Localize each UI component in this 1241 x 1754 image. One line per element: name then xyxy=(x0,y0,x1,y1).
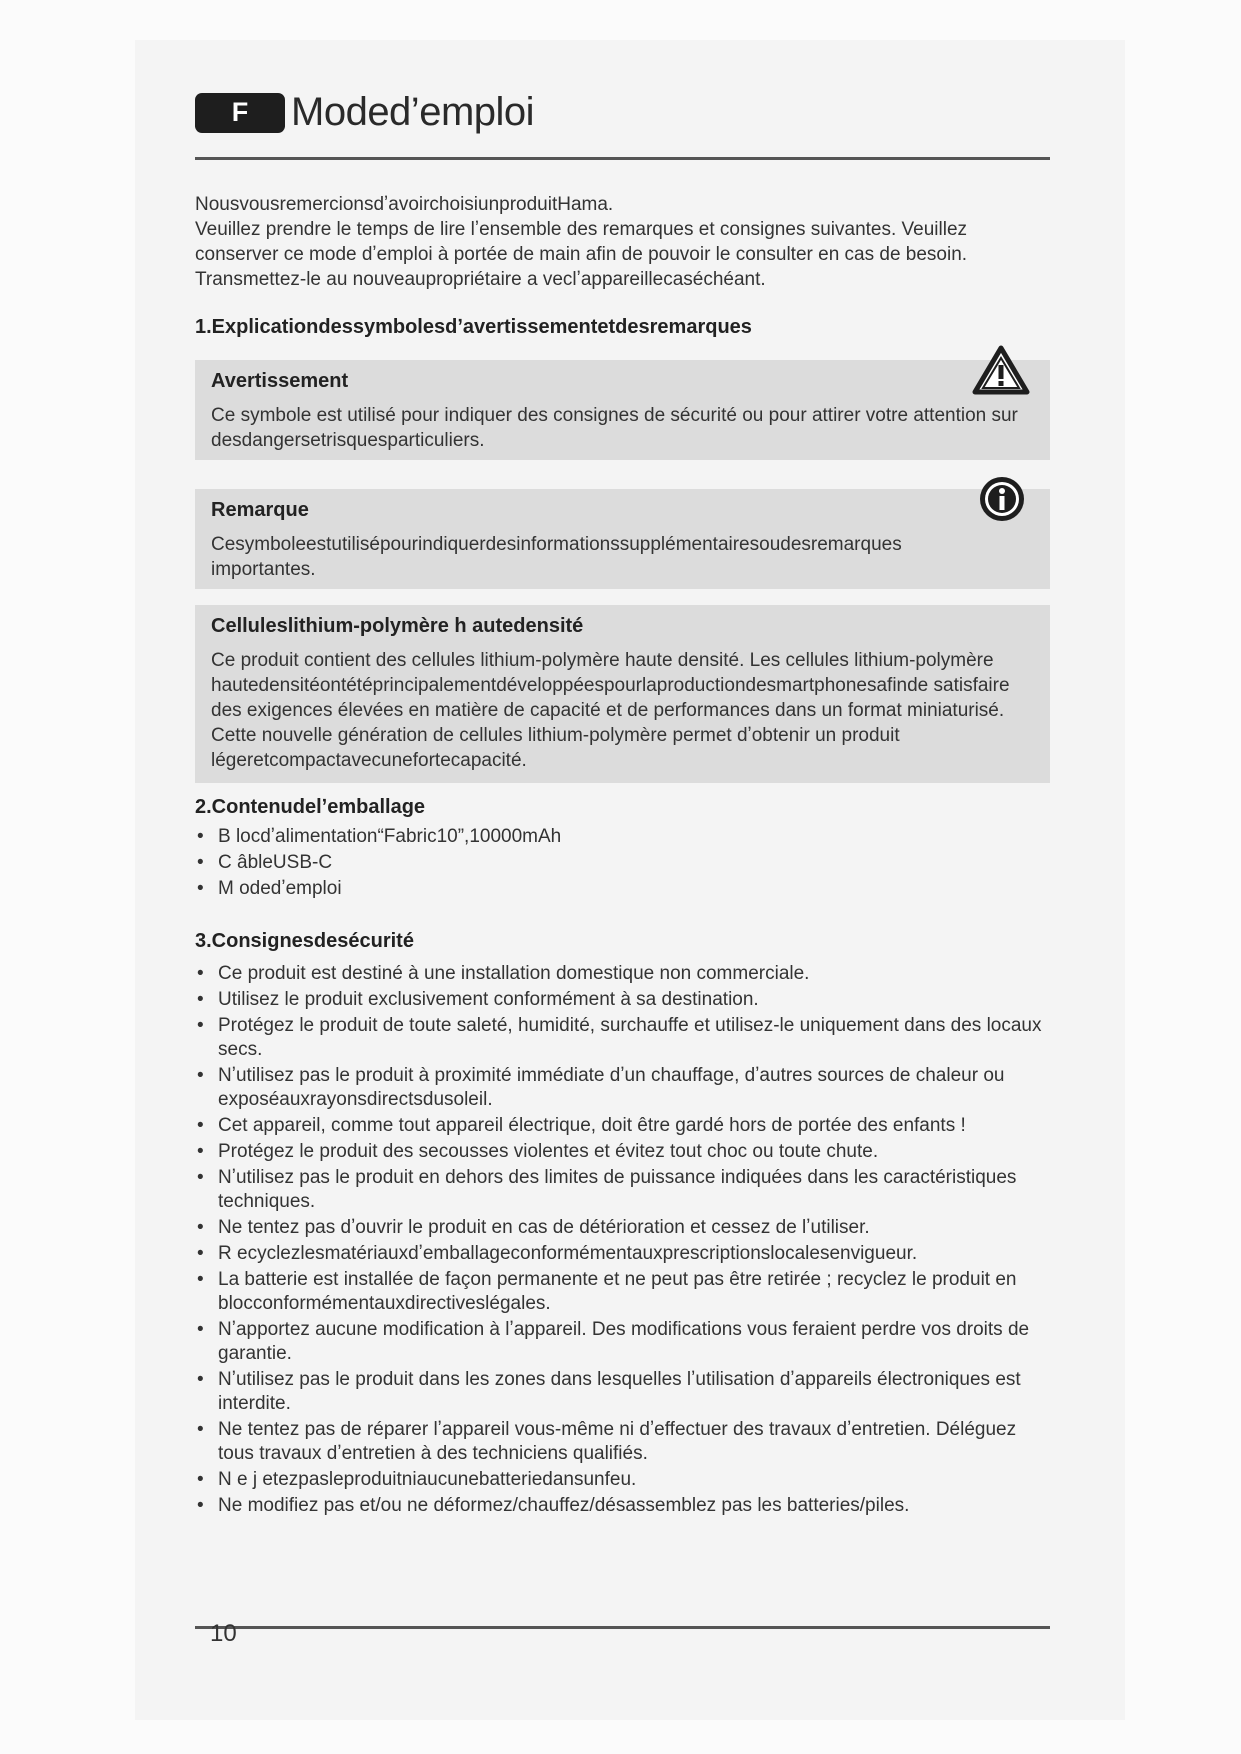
list-item-text: R ecyclezlesmatériauxdʼemballageconformémentauxprescriptionslocalesenvigueur. xyxy=(218,1243,918,1264)
bullet-marker: • xyxy=(197,1167,204,1188)
list-item-text: C âbleUSB-C xyxy=(218,852,333,873)
bullet-marker: • xyxy=(197,963,204,984)
bullet-marker: • xyxy=(197,1141,204,1162)
list-item xyxy=(195,1014,1055,1062)
list-item xyxy=(195,1368,1055,1416)
bullet-marker: • xyxy=(197,1243,204,1264)
list-item xyxy=(195,1418,1055,1466)
list-item xyxy=(195,1166,1055,1214)
header-rule xyxy=(195,157,1050,160)
list-item-text: Ce produit est destiné à une installation domestique non commerciale. xyxy=(218,963,810,984)
intro-line-2: Veuillez prendre le temps de lire lʼensemble des remarques et consignes suivantes. Veuillez conserver ce mode dʼemploi à portée de main afin de pouvoir le consulter en cas de besoin. Transmettez-le au nouveaupropriétaire a veclʼappareillecaséchéant. xyxy=(195,219,968,290)
list-item-text: Ne modifiez pas et/ou ne déformez/chauffez/désassemblez pas les batteries/piles. xyxy=(218,1495,910,1516)
info-icon xyxy=(978,475,1026,528)
note-title: Remarque xyxy=(211,499,309,521)
list-item-text: B locdʼalimentation“Fabric10”,10000mAh xyxy=(218,826,562,847)
warning-triangle-icon xyxy=(972,345,1030,400)
bullet-marker: • xyxy=(197,1115,204,1136)
list-item xyxy=(195,1064,1055,1112)
bullet-marker: • xyxy=(197,1419,204,1440)
list-item-text: Ne tentez pas dʼouvrir le produit en cas de détérioration et cessez de lʼutiliser. xyxy=(218,1217,870,1238)
list-item-text: Nʼutilisez pas le produit dans les zones dans lesquelles lʼutilisation dʼappareils électroniques est interdite. xyxy=(218,1369,1021,1414)
bullet-marker: • xyxy=(197,826,204,847)
list-item xyxy=(195,962,1055,986)
page-number: 10 xyxy=(210,1620,237,1647)
list-item xyxy=(195,825,1055,849)
warning-title: Avertissement xyxy=(211,370,349,392)
list-item xyxy=(195,1268,1055,1316)
list-item-text: Cet appareil, comme tout appareil électrique, doit être gardé hors de portée des enfants ! xyxy=(218,1115,966,1136)
cells-text: Ce produit contient des cellules lithium-polymère haute densité. Les cellules lithium-polymère hautedensitéontétéprincipalementdéveloppéespourlaproductiondesmartphonesafinde satisfaire des exigences élevées en matière de capacité et de performances dans un format miniaturisé. Cette nouvelle génération de cellules lithium-polymère permet dʼobtenir un produit légeretcompactavecunefortecapacité. xyxy=(211,650,1010,771)
list-item-text: Nʼutilisez pas le produit en dehors des limites de puissance indiquées dans les caractéristiques techniques. xyxy=(218,1167,1017,1212)
bullet-marker: • xyxy=(197,1495,204,1516)
list-item xyxy=(195,1114,1055,1138)
cells-notice xyxy=(195,605,1050,783)
section-3-heading: 3.Consignesdesécurité xyxy=(195,930,414,952)
list-item-text: Protégez le produit des secousses violentes et évitez tout choc ou toute chute. xyxy=(218,1141,879,1162)
bullet-marker: • xyxy=(197,1015,204,1036)
language-badge: F xyxy=(195,93,285,133)
list-item-text: N e j etezpasleproduitniaucunebatteriedansunfeu. xyxy=(218,1469,637,1490)
document-title: Moded’emploi xyxy=(291,90,535,134)
intro-line-1: NousvousremercionsdʼavoirchoisiunproduitHama. xyxy=(195,194,614,215)
list-item xyxy=(195,877,1055,901)
bullet-marker: • xyxy=(197,1217,204,1238)
package-contents-list xyxy=(195,825,1055,903)
list-item xyxy=(195,988,1055,1012)
list-item xyxy=(195,1318,1055,1366)
note-text: Cesymboleestutilisépourindiquerdesinformationssupplémentairesoudesremarques importantes. xyxy=(211,534,902,580)
section-2-heading: 2.Contenudelʼemballage xyxy=(195,796,426,818)
list-item xyxy=(195,1468,1055,1492)
bullet-marker: • xyxy=(197,1065,204,1086)
bullet-marker: • xyxy=(197,1369,204,1390)
warning-notice xyxy=(195,360,1050,460)
bullet-marker: • xyxy=(197,1469,204,1490)
safety-instructions-list xyxy=(195,962,1055,1520)
bullet-marker: • xyxy=(197,852,204,873)
list-item xyxy=(195,851,1055,875)
bullet-marker: • xyxy=(197,878,204,899)
list-item xyxy=(195,1140,1055,1164)
note-notice xyxy=(195,489,1050,589)
intro-text xyxy=(195,192,1055,292)
bullet-marker: • xyxy=(197,1269,204,1290)
section-1-heading: 1.Explicationdessymbolesdʼavertissementetdesremarques xyxy=(195,316,752,338)
list-item xyxy=(195,1216,1055,1240)
bullet-marker: • xyxy=(197,1319,204,1340)
list-item-text: La batterie est installée de façon permanente et ne peut pas être retirée ; recyclez le produit en blocconformémentauxdirectiveslégales. xyxy=(218,1269,1017,1314)
bullet-marker: • xyxy=(197,989,204,1010)
document-header xyxy=(195,90,534,135)
list-item xyxy=(195,1242,1055,1266)
list-item-text: Protégez le produit de toute saleté, humidité, surchauffe et utilisez-le uniquement dans des locaux secs. xyxy=(218,1015,1042,1060)
list-item-text: Nʼapportez aucune modification à lʼappareil. Des modifications vous feraient perdre vos droits de garantie. xyxy=(218,1319,1030,1364)
list-item-text: Utilisez le produit exclusivement conformément à sa destination. xyxy=(218,989,759,1010)
list-item-text: Nʼutilisez pas le produit à proximité immédiate dʼun chauffage, dʼautres sources de chaleur ou exposéauxrayonsdirectsdusoleil. xyxy=(218,1065,1005,1110)
list-item-text: M odedʼemploi xyxy=(218,878,342,899)
warning-text: Ce symbole est utilisé pour indiquer des consignes de sécurité ou pour attirer votre attention sur desdangersetrisquesparticuliers. xyxy=(211,405,1018,451)
cells-title: Celluleslithium-polymère h autedensité xyxy=(211,615,584,637)
list-item-text: Ne tentez pas de réparer lʼappareil vous-même ni dʼeffectuer des travaux dʼentretien. Déléguez tous travaux dʼentretien à des techniciens qualifiés. xyxy=(218,1419,1017,1464)
footer-rule xyxy=(195,1626,1050,1629)
list-item xyxy=(195,1494,1055,1518)
